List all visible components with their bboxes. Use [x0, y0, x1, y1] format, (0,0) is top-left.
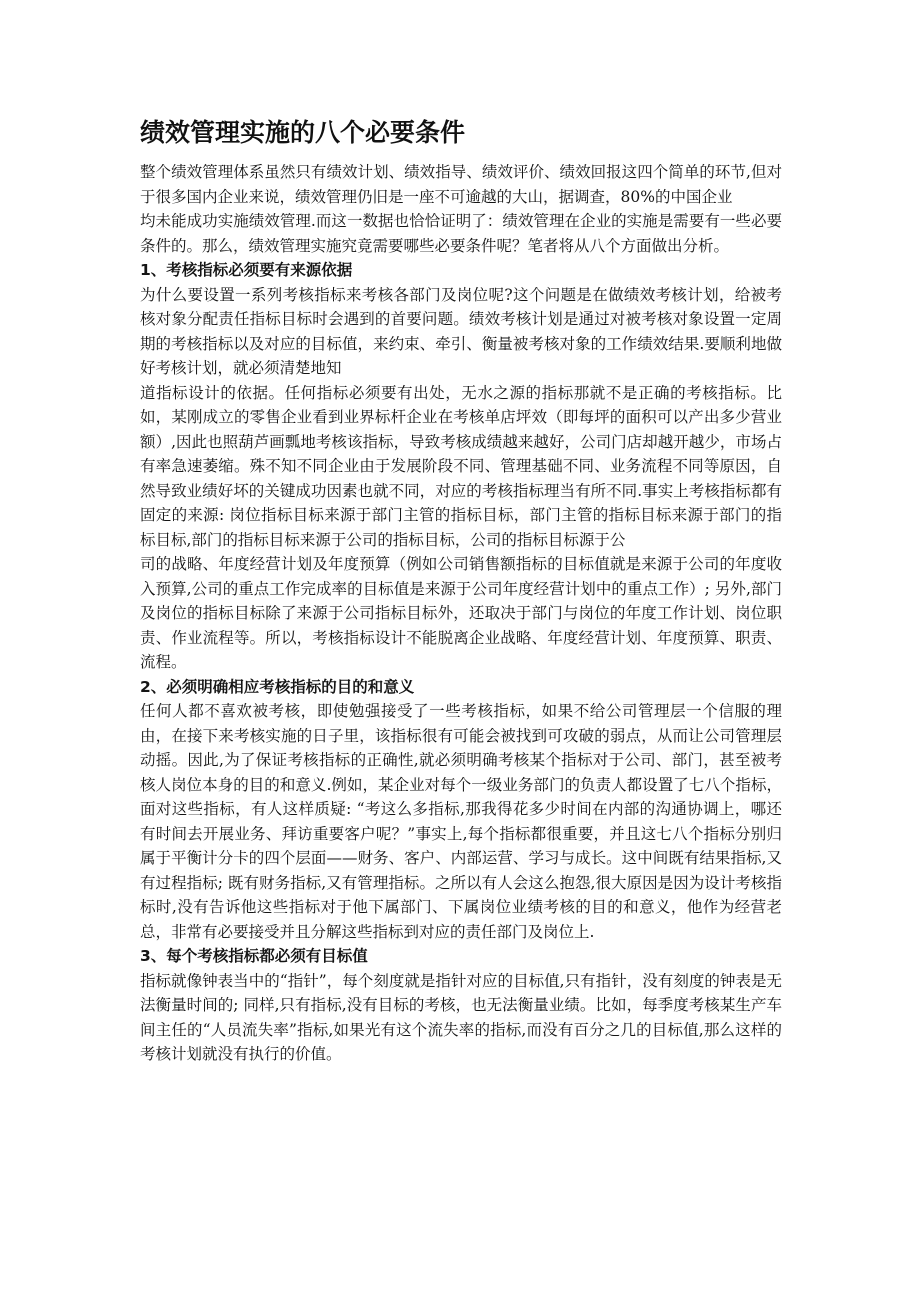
intro-paragraph-1: 整个绩效管理体系虽然只有绩效计划、绩效指导、绩效评价、绩效回报这四个简单的环节,但对于很多国内企业来说，绩效管理仍旧是一座不可逾越的大山，据调查，80%的中国企业 [140, 163, 782, 206]
section-paragraph: 为什么要设置一系列考核指标来考核各部门及岗位呢?这个问题是在做绩效考核计划，给被考核对象分配责任指标目标时会遇到的首要问题。绩效考核计划是通过对被考核对象设置一定周期的考核指标以及对应的目标值，来约束、牵引、衡量被考核对象的工作绩效结果.要顺利地做好考核计划，就必须清楚地知 [140, 285, 782, 377]
section-1 [140, 258, 782, 675]
section-paragraph: 指标就像钟表当中的“指针”，每个刻度就是指针对应的目标值,只有指针，没有刻度的钟表是无法衡量时间的; 同样,只有指标,没有目标的考核，也无法衡量业绩。比如，每季度考核某生产车间主任的“人员流失率”指标,如果光有这个流失率的指标,而没有百分之几的目标值,那么这样的考核计划就没有执行的价值。 [140, 971, 782, 1063]
intro-paragraph-2: 均未能成功实施绩效管理.而这一数据也恰恰证明了：绩效管理在企业的实施是需要有一些必要条件的。那么，绩效管理实施究竟需要哪些必要条件呢？笔者将从八个方面做出分析。 [140, 212, 782, 255]
section-heading: 2、必须明确相应考核指标的目的和意义 [140, 677, 415, 696]
document-title: 绩效管理实施的八个必要条件 [140, 118, 466, 147]
section-paragraph: 道指标设计的依据。任何指标必须要有出处，无水之源的指标那就不是正确的考核指标。比如，某刚成立的零售企业看到业界标杆企业在考核单店坪效（即每坪的面积可以产出多少营业额）,因此也照葫芦画瓢地考核该指标，导致考核成绩越来越好，公司门店却越开越少，市场占有率急速萎缩。殊不知不同企业由于发展阶段不同、管理基础不同、业务流程不同等原因，自然导致业绩好坏的关键成功因素也就不同，对应的考核指标理当有所不同.事实上考核指标都有固定的来源: 岗位指标目标来源于部门主管的指标目标，部门主管的指标目标来源于部门的指标目标,部门的指标目标来源于公司的指标目标，公司的指标目标源于公 [140, 383, 782, 549]
section-heading: 3、每个考核指标都必须有目标值 [140, 947, 368, 965]
section-paragraph: 司的战略、年度经营计划及年度预算（例如公司销售额指标的目标值就是来源于公司的年度收入预算,公司的重点工作完成率的目标值是来源于公司年度经营计划中的重点工作）; 另外,部门及岗位的指标目标除了来源于公司指标目标外，还取决于部门与岗位的年度工作计划、岗位职责、作业流程等。所以，考核指标设计不能脱离企业战略、年度经营计划、年度预算、职责、流程。 [140, 555, 782, 671]
section-3 [140, 944, 782, 1067]
section-2 [140, 675, 782, 945]
section-heading: 1、考核指标必须要有来源依据 [140, 261, 353, 279]
document-page [140, 116, 782, 1067]
section-paragraph: 任何人都不喜欢被考核，即使勉强接受了一些考核指标，如果不给公司管理层一个信服的理由，在接下来考核实施的日子里，该指标很有可能会被找到可攻破的弱点，从而让公司管理层动摇。因此,为了保证考核指标的正确性,就必须明确考核某个指标对于公司、部门，甚至被考核人岗位本身的目的和意义.例如，某企业对每个一级业务部门的负责人都设置了七八个指标，面对这些指标，有人这样质疑: “考这么多指标,那我得花多少时间在内部的沟通协调上，哪还有时间去开展业务、拜访重要客户呢？”事实上,每个指标都很重要，并且这七八个指标分别归属于平衡计分卡的四个层面——财务、客户、内部运营、学习与成长。这中间既有结果指标,又有过程指标; 既有财务指标,又有管理指标。之所以有人会这么抱怨,很大原因是因为设计考核指标时,没有告诉他这些指标对于他下属部门、下属岗位业绩考核的目的和意义，他作为经营老总，非常有必要接受并且分解这些指标到对应的责任部门及岗位上. [140, 702, 782, 941]
